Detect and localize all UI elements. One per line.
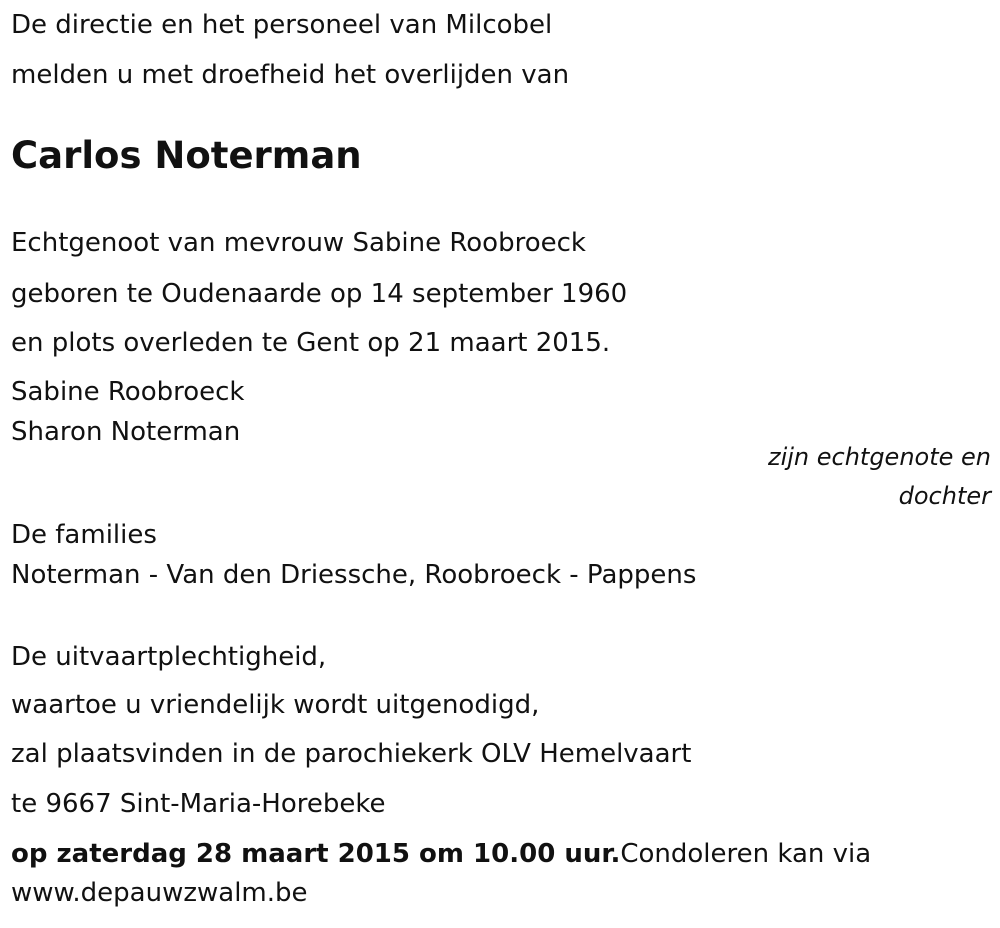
website-link[interactable]: www.depauwzwalm.be	[11, 878, 308, 908]
born-line: geboren te Oudenaarde op 14 september 1960	[11, 279, 628, 309]
families-heading: De families	[11, 520, 157, 550]
intro-line-1: De directie en het personeel van Milcobel	[11, 10, 553, 40]
mourner-name-2: Sharon Noterman	[11, 417, 241, 447]
funeral-line-2: waartoe u vriendelijk wordt uitgenodigd,	[11, 690, 540, 720]
condolence-text: Condoleren kan via	[620, 839, 872, 869]
families-names: Noterman - Van den Driessche, Roobroeck - Pappens	[11, 560, 697, 590]
spouse-line: Echtgenoot van mevrouw Sabine Roobroeck	[11, 228, 586, 258]
died-line: en plots overleden te Gent op 21 maart 2015.	[11, 328, 611, 358]
funeral-line-3: zal plaatsvinden in de parochiekerk OLV Hemelvaart	[11, 739, 692, 769]
funeral-date: op zaterdag 28 maart 2015 om 10.00 uur.	[11, 839, 621, 869]
funeral-line-4: te 9667 Sint-Maria-Horebeke	[11, 789, 386, 819]
funeral-date-line	[11, 841, 871, 867]
intro-line-2: melden u met droefheid het overlijden van	[11, 60, 570, 90]
deceased-name: Carlos Noterman	[11, 134, 362, 177]
mourner-relation-line-2: dochter	[898, 482, 991, 510]
funeral-line-1: De uitvaartplechtigheid,	[11, 642, 327, 672]
mourner-name-1: Sabine Roobroeck	[11, 377, 245, 407]
mourner-relation-line-1: zijn echtgenote en	[767, 443, 991, 471]
